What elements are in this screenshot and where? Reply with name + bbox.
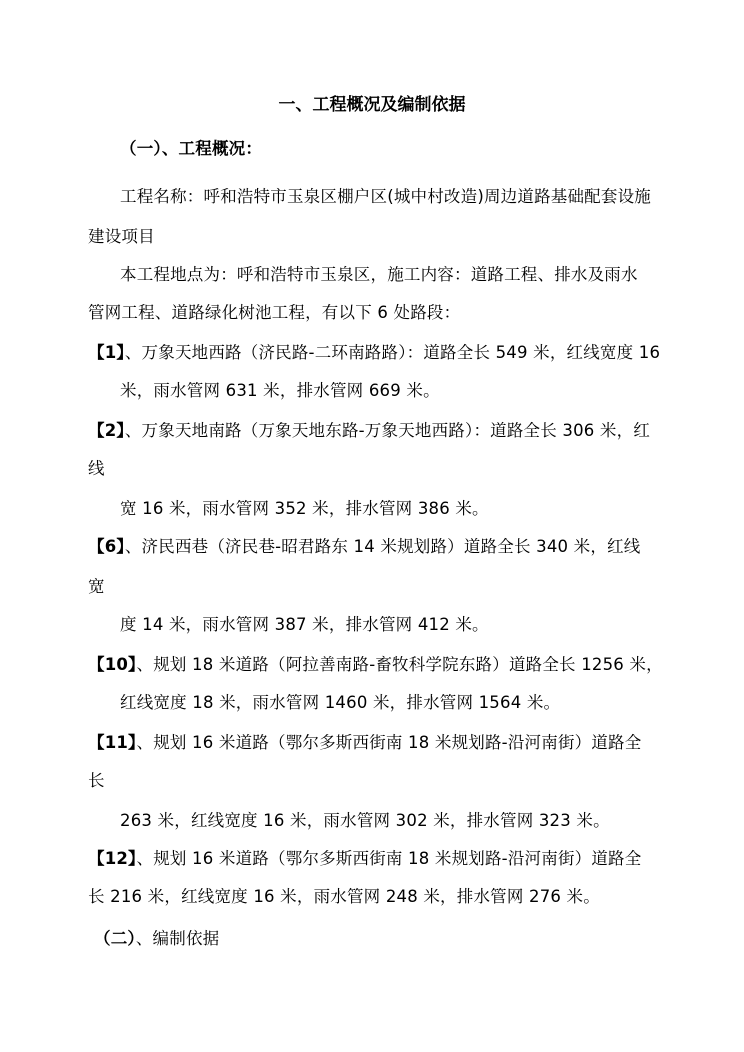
road-item-2-label: 【2】 (88, 421, 125, 440)
road-item-2-text: 、万象天地南路（万象天地东路-万象天地西路）：道路全长 306 米，红 (124, 421, 651, 440)
road-item-1-text: 、万象天地西路（济民路-二环南路路）：道路全长 549 米，红线宽度 16 (124, 343, 661, 362)
road-item-10-text: 、规划 18 米道路（阿拉善南路-畜牧科学院东路）道路全长 1256 米， (136, 655, 663, 674)
project-name-line-2: 建设项目 (88, 227, 155, 246)
road-item-6-line-2: 宽 (88, 577, 105, 596)
road-item-10-line-2: 红线宽度 18 米，雨水管网 1460 米，排水管网 1564 米。 (120, 693, 561, 712)
section-1-heading: （一）、工程概况： (120, 139, 263, 158)
road-item-6 (88, 536, 640, 558)
road-item-6-text: 、济民西巷（济民巷-昭君路东 14 米规划路）道路全长 340 米，红线 (124, 537, 641, 556)
road-item-12-line-2: 长 216 米，红线宽度 16 米，雨水管网 248 米，排水管网 276 米。 (88, 887, 600, 906)
road-item-2-line-3: 宽 16 米，雨水管网 352 米，排水管网 386 米。 (120, 499, 489, 518)
road-item-10 (88, 654, 663, 676)
road-item-2-line-2: 线 (88, 459, 105, 478)
road-item-10-label: 【10】 (88, 655, 137, 674)
project-name-line-1: 工程名称：呼和浩特市玉泉区棚户区(城中村改造)周边道路基础配套设施 (120, 187, 651, 206)
road-item-12 (88, 848, 641, 870)
section-2-heading-text: 、编制依据 (135, 929, 220, 948)
road-item-6-line-3: 度 14 米，雨水管网 387 米，排水管网 412 米。 (120, 615, 489, 634)
road-item-1-line-2: 米，雨水管网 631 米，排水管网 669 米。 (120, 381, 440, 400)
road-item-11-line-2: 长 (88, 771, 105, 790)
road-item-11-text: 、规划 16 米道路（鄂尔多斯西街南 18 米规划路-沿河南街）道路全 (136, 733, 642, 752)
location-line-2: 管网工程、道路绿化树池工程，有以下 6 处路段： (88, 303, 461, 322)
section-2-heading (94, 928, 219, 950)
road-item-6-label: 【6】 (88, 537, 125, 556)
section-2-heading-number: （二） (94, 929, 136, 948)
location-line-1: 本工程地点为：呼和浩特市玉泉区，施工内容：道路工程、排水及雨水 (120, 265, 638, 284)
road-item-1-label: 【1】 (88, 343, 125, 362)
road-item-11-label: 【11】 (88, 733, 137, 752)
document-title: 一、工程概况及编制依据 (278, 95, 466, 115)
road-item-2 (88, 420, 650, 442)
road-item-11 (88, 732, 641, 754)
road-item-1 (88, 342, 660, 364)
road-item-11-line-3: 263 米，红线宽度 16 米，雨水管网 302 米，排水管网 323 米。 (120, 811, 610, 830)
road-item-12-label: 【12】 (88, 849, 137, 868)
road-item-12-text: 、规划 16 米道路（鄂尔多斯西街南 18 米规划路-沿河南街）道路全 (136, 849, 642, 868)
